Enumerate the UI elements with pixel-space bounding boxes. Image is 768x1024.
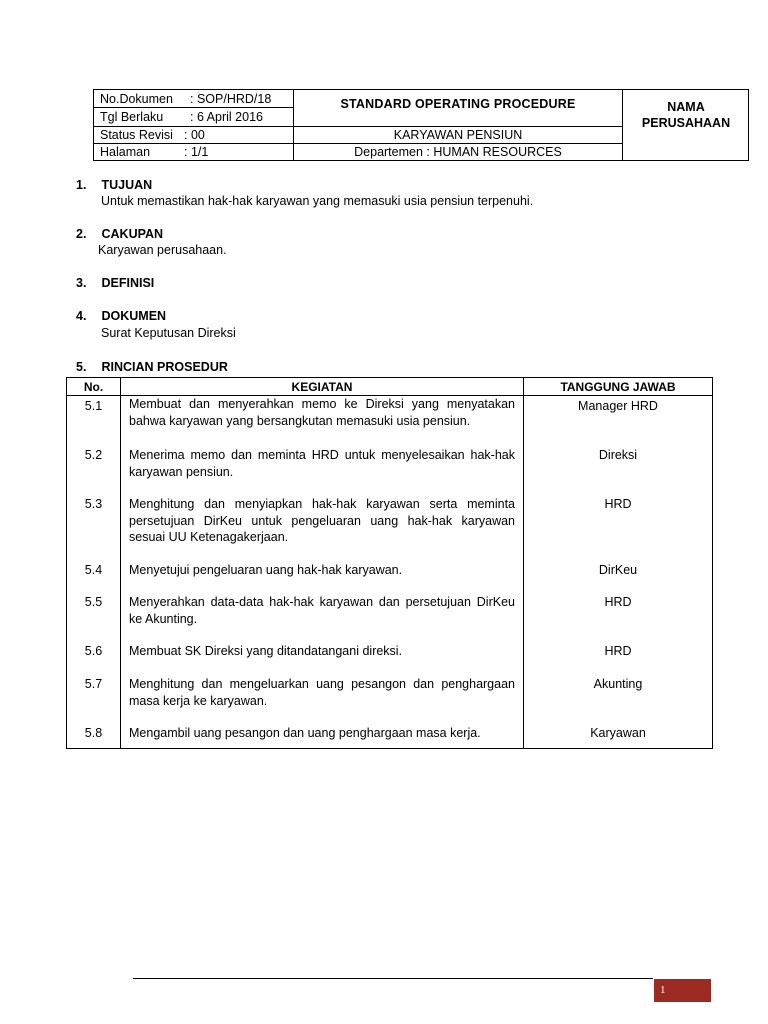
section-title: DEFINISI: [101, 276, 155, 290]
section-title: TUJUAN: [101, 178, 153, 192]
revision-label: Status Revisi: [100, 128, 173, 142]
row-activity: Menerima memo dan meminta HRD untuk menyelesaikan hak-hak karyawan pensiun.: [121, 447, 524, 496]
footer-divider: [133, 978, 653, 979]
page-number: 1: [660, 984, 666, 996]
table-row: [67, 725, 713, 749]
document-header: [93, 89, 749, 161]
row-activity: Menyerahkan data-data hak-hak karyawan dan persetujuan DirKeu ke Akunting.: [121, 594, 524, 643]
section-number: 2.: [76, 227, 87, 241]
section-document-heading: [76, 309, 166, 323]
document-title: STANDARD OPERATING PROCEDURE: [340, 97, 576, 111]
section-number: 1.: [76, 178, 87, 192]
company-name-line: PERUSAHAAN: [641, 116, 731, 130]
header-row-line: [94, 107, 293, 108]
section-scope-body: Karyawan perusahaan.: [98, 243, 227, 257]
page-label: Halaman: [100, 145, 151, 159]
row-activity: Menyetujui pengeluaran uang hak-hak karyawan.: [121, 562, 524, 594]
row-activity: Mengambil uang pesangon dan uang penghargaan masa kerja.: [121, 725, 524, 749]
table-header-row: [67, 378, 713, 396]
section-number: 4.: [76, 309, 87, 323]
row-responsible: Direksi: [524, 447, 713, 496]
table-row: [67, 496, 713, 562]
column-header-no: No.: [67, 378, 121, 396]
row-number: 5.6: [67, 643, 121, 676]
row-number: 5.2: [67, 447, 121, 496]
table-row: [67, 594, 713, 643]
row-responsible: Manager HRD: [524, 396, 713, 448]
revision-value: : 00: [184, 128, 205, 142]
row-number: 5.7: [67, 676, 121, 725]
section-procedure-heading: [76, 360, 228, 374]
document-subject: KARYAWAN PENSIUN: [393, 128, 523, 142]
page-value: : 1/1: [184, 145, 209, 159]
section-document-body: Surat Keputusan Direksi: [101, 326, 236, 340]
table-row: [67, 447, 713, 496]
column-header-activity: KEGIATAN: [121, 378, 524, 396]
procedure-table: [66, 377, 713, 749]
section-title: CAKUPAN: [101, 227, 164, 241]
effective-date-value: : 6 April 2016: [190, 110, 263, 124]
row-responsible: DirKeu: [524, 562, 713, 594]
row-activity: Menghitung dan mengeluarkan uang pesangon dan penghargaan masa kerja ke karyawan.: [121, 676, 524, 725]
column-header-responsible: TANGGUNG JAWAB: [524, 378, 713, 396]
revision-status: [100, 127, 205, 143]
table-row: [67, 676, 713, 725]
section-title: RINCIAN PROSEDUR: [101, 360, 228, 374]
doc-number-label: No.Dokumen: [100, 92, 173, 106]
department: Departemen : HUMAN RESOURCES: [354, 145, 562, 159]
section-scope-heading: [76, 227, 163, 241]
effective-date-label: Tgl Berlaku: [100, 110, 164, 124]
row-responsible: HRD: [524, 643, 713, 676]
company-name: [623, 99, 749, 131]
row-activity: Membuat dan menyerahkan memo ke Direksi yang menyatakan bahwa karyawan yang bersangkutan memasuki usia pensiun.: [121, 396, 524, 448]
table-row: [67, 643, 713, 676]
company-name-line: NAMA: [667, 100, 705, 114]
page-info: [100, 144, 208, 160]
section-number: 5.: [76, 360, 87, 374]
row-responsible: Karyawan: [524, 725, 713, 749]
page-number-badge: [654, 979, 711, 1002]
row-responsible: Akunting: [524, 676, 713, 725]
row-number: 5.3: [67, 496, 121, 562]
row-number: 5.1: [67, 396, 121, 448]
section-purpose-body: Untuk memastikan hak-hak karyawan yang memasuki usia pensiun terpenuhi.: [101, 194, 534, 208]
row-activity: Menghitung dan menyiapkan hak-hak karyawan serta meminta persetujuan DirKeu untuk pengeluaran uang hak-hak karyawan sesuai UU Ketenagakerjaan.: [121, 496, 524, 562]
table-row: [67, 562, 713, 594]
table-row: [67, 396, 713, 448]
doc-number-value: : SOP/HRD/18: [190, 92, 272, 106]
row-responsible: HRD: [524, 496, 713, 562]
row-number: 5.4: [67, 562, 121, 594]
section-definition-heading: [76, 276, 154, 290]
row-responsible: HRD: [524, 594, 713, 643]
row-number: 5.8: [67, 725, 121, 749]
doc-number: [100, 91, 271, 107]
section-purpose-heading: [76, 178, 152, 192]
row-activity: Membuat SK Direksi yang ditandatangani direksi.: [121, 643, 524, 676]
section-title: DOKUMEN: [101, 309, 167, 323]
effective-date: [100, 109, 263, 125]
row-number: 5.5: [67, 594, 121, 643]
section-number: 3.: [76, 276, 87, 290]
